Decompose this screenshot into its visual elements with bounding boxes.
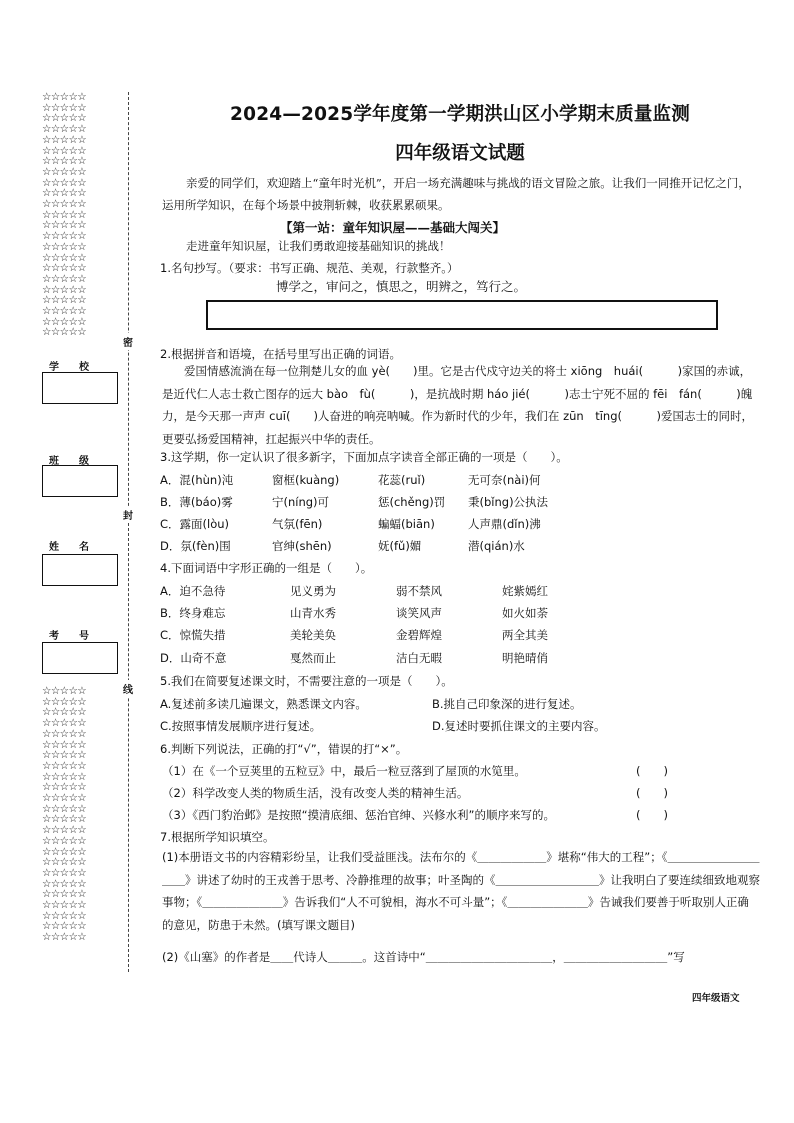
q6-bracket-3[interactable]: ( ) [636, 808, 668, 822]
class-field[interactable] [42, 465, 118, 497]
q7-stem: 7.根据所学知识填空。 [160, 830, 275, 844]
q3-b4: 秉(bǐng)公执法 [468, 495, 549, 509]
q3-b1[interactable]: B．薄(báo)雾 [160, 495, 233, 509]
seal-dashed-line [128, 92, 129, 972]
top-star-border: ☆☆☆☆☆ ☆☆☆☆☆ ☆☆☆☆☆ ☆☆☆☆☆ ☆☆☆☆☆ ☆☆☆☆☆ ☆☆☆☆☆ ☆☆☆☆☆ ☆☆☆☆☆ ☆☆☆☆☆ ☆☆☆☆☆ ☆☆☆☆☆ ☆☆☆☆☆ ☆☆☆☆☆ ☆☆☆☆☆ ☆☆☆☆☆ ☆☆☆☆☆ ☆☆☆☆☆ ☆☆☆☆☆ ☆☆☆☆☆ ☆☆☆☆☆ ☆☆☆☆☆ ☆☆☆☆☆ [42, 91, 87, 339]
exam-number-field[interactable] [42, 642, 118, 674]
q3-a4: 无可奈(nài)何 [468, 473, 541, 487]
q3-a1[interactable]: A．混(hùn)沌 [160, 473, 234, 487]
q4-c1[interactable]: C．惊慌失措 [160, 628, 226, 642]
class-label: 班级 [49, 456, 109, 467]
q3-d2: 官绅(shēn) [272, 539, 332, 553]
q3-a2: 窗框(kuàng) [272, 473, 340, 487]
bottom-star-border: ☆☆☆☆☆ ☆☆☆☆☆ ☆☆☆☆☆ ☆☆☆☆☆ ☆☆☆☆☆ ☆☆☆☆☆ ☆☆☆☆☆ ☆☆☆☆☆ ☆☆☆☆☆ ☆☆☆☆☆ ☆☆☆☆☆ ☆☆☆☆☆ ☆☆☆☆☆ ☆☆☆☆☆ ☆☆☆☆☆ ☆☆☆☆☆ ☆☆☆☆☆ ☆☆☆☆☆ ☆☆☆☆☆ ☆☆☆☆☆ ☆☆☆☆☆ ☆☆☆☆☆ ☆☆☆☆☆ ☆☆☆☆☆ [42, 685, 87, 944]
q3-b2: 宁(níng)可 [272, 495, 330, 509]
q4-a1[interactable]: A．迫不急待 [160, 584, 226, 598]
q6-item-1: （1）在《一个豆荚里的五粒豆》中，最后一粒豆落到了屋顶的水笕里。 [162, 764, 526, 778]
q7-part2: (2)《山塞》的作者是＿＿代诗人＿＿＿。这首诗中“＿＿＿＿＿＿＿＿＿＿＿，＿＿＿＿＿＿＿＿＿”写 [162, 950, 685, 964]
q4-c4: 两全其美 [502, 628, 548, 642]
q4-a3: 弱不禁风 [396, 584, 442, 598]
q4-a2: 见义勇为 [290, 584, 336, 598]
q4-stem: 4.下面词语中字形正确的一组是（ ）。 [160, 561, 373, 575]
q5-option-c[interactable]: C.按照事情发展顺序进行复述。 [160, 719, 322, 733]
q3-d1[interactable]: D．氛(fèn)围 [160, 539, 231, 553]
q3-b3: 惩(chěng)罚 [378, 495, 446, 509]
q6-bracket-2[interactable]: ( ) [636, 786, 668, 800]
q3-c2: 气氛(fēn) [272, 517, 323, 531]
q4-d2: 戛然而止 [290, 651, 336, 665]
q3-d4: 潜(qián)水 [468, 539, 525, 553]
name-field[interactable] [42, 554, 118, 586]
page-footer: 四年级语文 [692, 993, 740, 1004]
school-label: 学校 [49, 362, 109, 373]
q1-answer-box[interactable] [206, 300, 718, 330]
q4-d3: 洁白无暇 [396, 651, 442, 665]
q3-stem: 3.这学期，你一定认识了很多新字，下面加点字读音全部正确的一项是（ ）。 [160, 450, 568, 464]
school-field[interactable] [42, 372, 118, 404]
q3-a3: 花蕊(ruǐ) [378, 473, 426, 487]
section-title: 【第一站：童年知识屋——基础大闯关】 [280, 220, 506, 235]
q2-text: 爱国情感流淌在每一位荆楚儿女的血 yè( )里。它是古代戍守边关的将士 xiōng huái( )家国的赤诚，是近代仁人志士救亡图存的远大 bào fù( )，是抗战时期 háo jié( )志士宁死不屈的 fēi fán( )魄力，是今天那一声声 cuī( )人奋进的响亮呐喊。作为新时代的少年，我们在 zūn tīng( )爱国志士的同时，更要弘扬爱国精神，扛起振兴中华的责任。 [162, 364, 753, 446]
seal-char-xian: 线 [123, 680, 133, 697]
q4-c2: 美轮美奂 [290, 628, 336, 642]
q5-option-b[interactable]: B.挑自己印象深的进行复述。 [432, 697, 582, 711]
q3-d3: 妩(fǔ)媚 [378, 539, 422, 553]
q6-item-3: （3）《西门豹治邺》是按照“摸清底细、惩治官绅、兴修水利”的顺序来写的。 [162, 808, 555, 822]
q6-item-2: （2）科学改变人类的物质生活，没有改变人类的精神生活。 [162, 786, 469, 800]
q5-option-a[interactable]: A.复述前多读几遍课文，熟悉课文内容。 [160, 697, 367, 711]
seal-char-mi: 密 [123, 333, 133, 350]
q4-b2: 山青水秀 [290, 606, 336, 620]
q3-c4: 人声鼎(dǐn)沸 [468, 517, 541, 531]
exam-subtitle: 四年级语文试题 [395, 143, 525, 164]
intro-text [162, 172, 760, 216]
q4-d4: 明艳晴俏 [502, 651, 548, 665]
q6-bracket-1[interactable]: ( ) [636, 764, 668, 778]
exam-title: 2024—2025学年度第一学期洪山区小学期末质量监测 [230, 104, 690, 125]
q3-c1[interactable]: C．露面(lòu) [160, 517, 230, 531]
q6-stem: 6.判断下列说法，正确的打“√”，错误的打“×”。 [160, 742, 408, 756]
q5-stem: 5.我们在简要复述课文时，不需要注意的一项是（ ）。 [160, 674, 453, 688]
q4-b4: 如火如荼 [502, 606, 548, 620]
q4-b1[interactable]: B．终身难忘 [160, 606, 226, 620]
q7-part1: (1)本册语文书的内容精彩纷呈，让我们受益匪浅。法布尔的《＿＿＿＿＿＿》堪称“伟大的工程”；《＿＿＿＿＿＿＿＿＿＿》讲述了幼时的王戎善于思考、冷静推理的故事；叶圣陶的《＿＿＿＿＿＿＿＿＿》让我明白了要连续细致地观察事物；《＿＿＿＿＿＿＿》告诉我们“人不可貌相，海水不可斗量”；《＿＿＿＿＿＿＿》告诫我们要善于听取别人正确的意见，防患于未然。(填写课文题目) [162, 850, 760, 932]
intro-body: 亲爱的同学们，欢迎踏上“童年时光机”，开启一场充满趣味与挑战的语文冒险之旅。让我们一同推开记忆之门，运用所学知识，在每个场景中披荆斩棘，收获累累硕果。 [162, 176, 750, 212]
exam-number-label: 考号 [49, 631, 109, 642]
q4-c3: 金碧辉煌 [396, 628, 442, 642]
q5-option-d[interactable]: D.复述时要抓住课文的主要内容。 [432, 719, 606, 733]
q2-stem: 2.根据拼音和语境，在括号里写出正确的词语。 [160, 347, 401, 361]
name-label: 姓名 [49, 542, 109, 553]
q4-b3: 谈笑风声 [396, 606, 442, 620]
q1-quote: 博学之，审问之，慎思之，明辨之，笃行之。 [276, 279, 527, 294]
q1-stem: 1.名句抄写。（要求：书写正确、规范、美观，行款整齐。） [160, 261, 459, 275]
q4-d1[interactable]: D．山奇不意 [160, 651, 227, 665]
q4-a4: 姹紫嫣红 [502, 584, 548, 598]
q3-c3: 蝙蝠(biān) [378, 517, 435, 531]
seal-char-feng: 封 [123, 506, 133, 523]
section-lead: 走进童年知识屋，让我们勇敢迎接基础知识的挑战！ [186, 239, 451, 253]
